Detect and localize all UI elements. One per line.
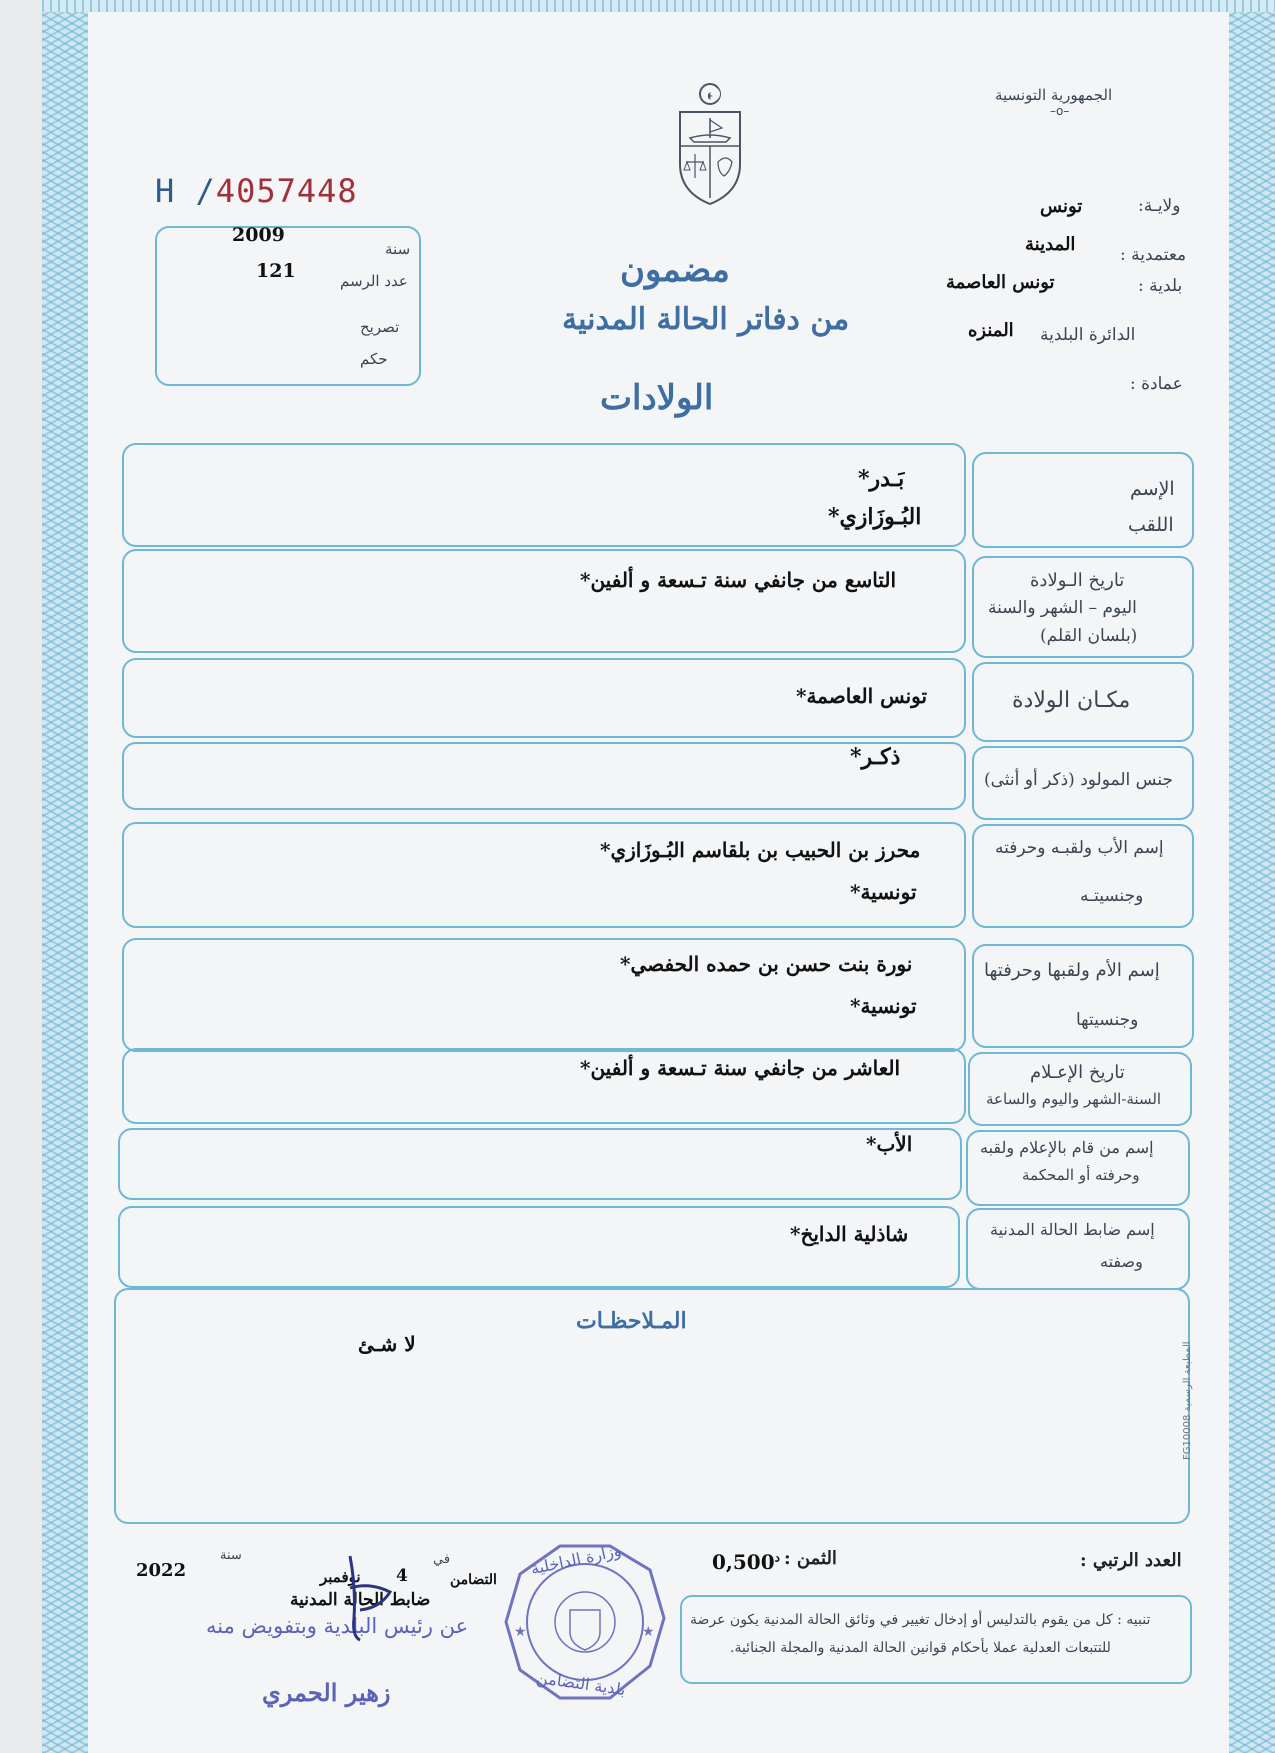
first-name-label: الإسم	[1130, 478, 1175, 500]
birth-date-label: تاريخ الـولادة	[1030, 570, 1125, 591]
record-number-value: 121	[256, 260, 296, 282]
stamp-inner-text: بلدية التضامن	[535, 1667, 627, 1700]
guilloche-border-right	[1229, 0, 1275, 1753]
remarks-value: لا شـئ	[358, 1332, 416, 1356]
record-number-label: عدد الرسم	[340, 272, 408, 290]
birth-date-sublabel-pen: (بلسان القلم)	[1040, 626, 1138, 646]
mootamadiya-label: معتمدية :	[1120, 245, 1187, 265]
price-value: $0,500^د$	[712, 1550, 780, 1574]
issue-day: 4	[396, 1566, 408, 1586]
declaration-label: تصريح	[360, 318, 400, 336]
price-label: الثمن :	[784, 1548, 837, 1569]
svg-text:★: ★	[514, 1624, 527, 1640]
father-value: محرز بن الحبيب بن بلقاسم البُـوزَازي*	[600, 838, 921, 862]
remarks-title: المـلاحظـات	[576, 1308, 687, 1334]
declaration-date-value: العاشر من جانفي سنة تـسعة و ألفين*	[580, 1056, 901, 1080]
svg-text:★: ★	[642, 1624, 655, 1640]
serial-label: العدد الرتبي :	[1080, 1550, 1182, 1571]
declaration-date-label: تاريخ الإعـلام	[1030, 1062, 1125, 1083]
on-label: في	[433, 1552, 451, 1567]
mother-label: إسم الأم ولقبها وحرفتها	[984, 960, 1160, 981]
births-title: الولادات	[600, 378, 714, 418]
stamp-outer-text: وزارة الداخلية	[529, 1540, 623, 1579]
issue-year: 2022	[136, 1560, 187, 1581]
birth-date-value: التاسع من جانفي سنة تـسعة و ألفين*	[580, 568, 897, 592]
wilaya-value: تونس	[1040, 196, 1083, 217]
surname-label: اللقب	[1128, 514, 1174, 536]
declarant-value: الأب*	[866, 1132, 913, 1156]
coat-of-arms-icon	[668, 82, 752, 210]
officer-value: شاذلية الدايخ*	[790, 1222, 909, 1246]
name-value-box	[122, 443, 966, 547]
serial-number: H /4057448	[155, 172, 358, 210]
officer-value-box	[118, 1206, 960, 1288]
baladiya-label: بلدية :	[1138, 276, 1183, 296]
birth-place-value: تونس العاصمة*	[796, 684, 928, 708]
daira-label: الدائرة البلدية	[1040, 325, 1136, 345]
year-value: 2009	[232, 224, 285, 246]
warning-line2: للتتبعات العدلية عملا بأحكام قوانين الحالة المدنية والمجلة الجنائية.	[730, 1640, 1111, 1656]
mother-value: نورة بنت حسن بن حمده الحفصي*	[620, 952, 913, 976]
omada-label: عمادة :	[1130, 374, 1183, 394]
handwritten-signature-icon	[320, 1548, 410, 1648]
mootamadiya-value: المدينة	[1025, 234, 1076, 255]
birth-date-sublabel: اليوم – الشهر والسنة	[988, 598, 1137, 618]
registers-title: من دفاتر الحالة المدنية	[562, 302, 850, 337]
issue-place: التضامن	[450, 1572, 497, 1588]
sex-label: جنس المولود (ذكر أو أنثى)	[984, 770, 1173, 790]
baladiya-value: تونس العاصمة	[946, 272, 1055, 293]
extract-title: مضمون	[620, 250, 730, 290]
year-label: سنة	[385, 240, 411, 258]
birth-place-label: مكـان الولادة	[1012, 688, 1131, 713]
printer-code: المطبعة الرسمية FG10008	[1182, 1341, 1193, 1460]
surname-value: البُـوزَازي*	[828, 504, 922, 530]
declarant-sublabel: وحرفته أو المحكمة	[1022, 1166, 1140, 1184]
father-label: إسم الأب ولقبـه وحرفته	[995, 838, 1164, 858]
officer-title: ضابط الحالة المدنية	[290, 1590, 431, 1610]
father-nationality-label: وجنسيتـه	[1080, 886, 1144, 906]
republic-label: الجمهورية التونسية	[995, 86, 1113, 104]
declaration-date-sublabel: السنة-الشهر واليوم والساعة	[986, 1090, 1162, 1108]
father-nationality-value: تونسية*	[850, 880, 917, 904]
officer-sublabel: وصفته	[1100, 1252, 1143, 1271]
first-name-value: بَـدر*	[858, 466, 905, 492]
issue-year-label: سنة	[220, 1548, 242, 1563]
mother-nationality-label: وجنسيتها	[1076, 1010, 1139, 1030]
delegation-stamp: عن رئيس البلدية وبتفويض منه	[206, 1614, 469, 1638]
judgment-label: حكم	[360, 350, 388, 368]
declarant-value-box	[118, 1128, 962, 1200]
issue-month: نوفمبر	[320, 1568, 361, 1586]
guilloche-border-top	[42, 0, 1275, 12]
sex-value: ذكـر*	[850, 744, 901, 770]
officer-name-stamp: زهير الحمري	[262, 1678, 391, 1707]
republic-separator: –o–	[1050, 104, 1070, 118]
mother-nationality-value: تونسية*	[850, 994, 917, 1018]
daira-value: المنزه	[968, 320, 1014, 341]
wilaya-label: ولايـة:	[1138, 196, 1181, 216]
sex-value-box	[122, 742, 966, 810]
guilloche-border-left	[42, 0, 88, 1753]
officer-label: إسم ضابط الحالة المدنية	[990, 1220, 1155, 1239]
birth-date-value-box	[122, 549, 966, 653]
declarant-label: إسم من قام بالإعلام ولقبه	[980, 1138, 1154, 1157]
warning-line1: تنبيه : كل من يقوم بالتدليس أو إدخال تغيير في وثائق الحالة المدنية يكون عرضة	[690, 1612, 1151, 1628]
